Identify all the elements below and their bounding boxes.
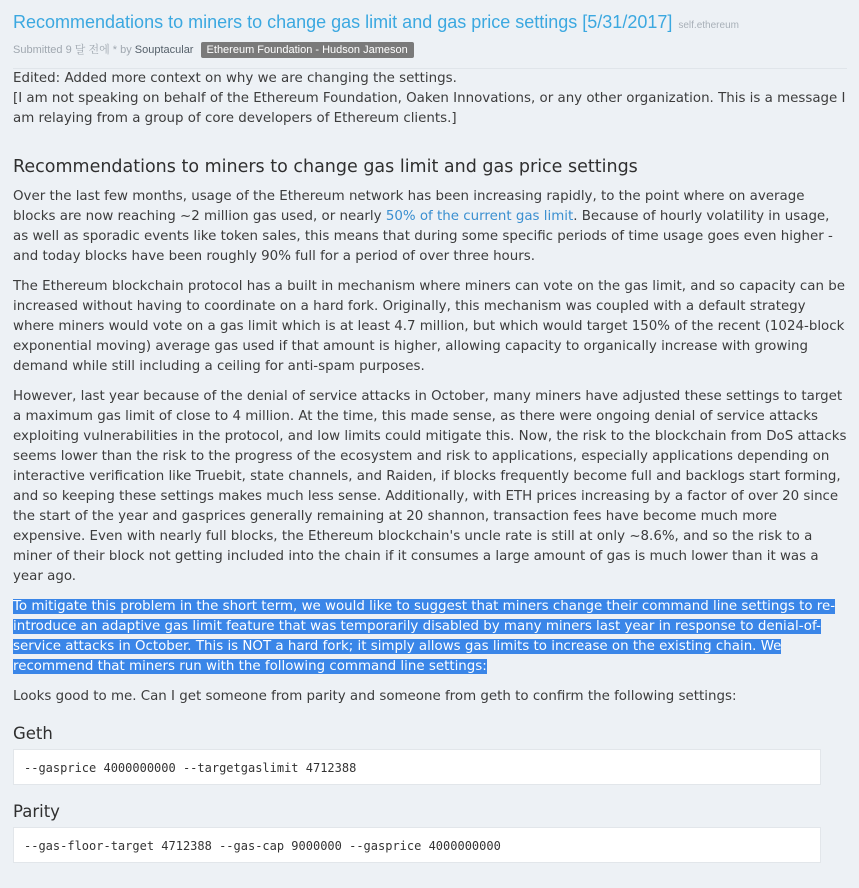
parity-command-code[interactable]: --gas-floor-target 4712388 --gas-cap 9000000 --gasprice 4000000000 xyxy=(13,827,821,863)
paragraph-confirm: Looks good to me. Can I get someone from parity and someone from geth to confirm the following settings: xyxy=(13,689,737,704)
post-title-row xyxy=(13,10,847,38)
edit-note: Edited: Added more context on why we are changing the settings. xyxy=(13,71,457,86)
post-body xyxy=(13,69,847,863)
paragraph-mitigate xyxy=(13,597,847,677)
author-link[interactable]: Souptacular xyxy=(134,44,194,56)
geth-heading: Geth xyxy=(13,724,53,743)
parity-heading: Parity xyxy=(13,802,60,821)
post-tagline xyxy=(13,41,847,58)
paragraph-dos: However, last year because of the denial of service attacks in October, many miners have adjusted these settings to target a maximum gas limit of close to 4 million. At the time, this made sense, as there were ongoing denial of service attacks exploiting vulnerabilities in the protocol, and low limits could mitigate this. Now, the risk to the blockchain from DoS attacks seems lower than the risk to the progress of the ecosystem and risk to applications, especially applications depending on interactive verification like Truebit, state channels, and Raiden, if blocks frequently become full and backlogs start forming, and so keeping these settings makes much less sense. Additionally, with ETH prices increasing by a factor of over 20 since the start of the year and gasprices generally remaining at 20 shannon, transaction fees have become much more expensive. Even with nearly full blocks, the Ethereum blockchain's uncle rate is still at only ~8.6%, and so the risk to a miner of their block not getting included into the chain if it consumes a large amount of gas is much lower than it was a year ago. xyxy=(13,389,847,584)
author-flair: Ethereum Foundation - Hudson Jameson xyxy=(201,42,414,58)
geth-command-code[interactable]: --gasprice 4000000000 --targetgaslimit 4712388 xyxy=(13,749,821,785)
paragraph-mechanism: The Ethereum blockchain protocol has a built in mechanism where miners can vote on the gas limit, and so capacity can be increased without having to coordinate on a hard fork. Originally, this mechanism was coupled with a default strategy where miners would vote on a gas limit which is at least 4.7 million, but which would target 150% of the recent (1024-block exponential moving) average gas used if that amount is higher, allowing capacity to organically increase with growing demand while still including a ceiling for anti-spam purposes. xyxy=(13,279,845,374)
paragraph-usage-text-1: Over the last few months, usage of the Ethereum network has been increasing rapidly, to the point where on average blocks are now reaching ~2 million gas used, or nearly xyxy=(13,189,805,224)
post-domain[interactable]: self.ethereum xyxy=(678,20,739,31)
gas-limit-link[interactable]: 50% of the current gas limit xyxy=(385,209,574,224)
selected-text-highlight[interactable]: To mitigate this problem in the short term, we would like to suggest that miners change their command line settings to re-introduce an adaptive gas limit feature that was temporarily disabled by many miners last year in response to denial-of-service attacks in October. This is NOT a hard fork; it simply allows gas limits to increase on the existing chain. We recommend that miners run with the following command line settings: xyxy=(13,599,836,674)
section-heading: Recommendations to miners to change gas limit and gas price settings xyxy=(13,157,638,177)
submitted-text: Submitted 9 달 전에 * by xyxy=(13,44,132,56)
paragraph-usage xyxy=(13,187,847,267)
disclaimer-paragraph: [I am not speaking on behalf of the Ethereum Foundation, Oaken Innovations, or any other organization. This is a message I am relaying from a group of core developers of Ethereum clients.] xyxy=(13,91,846,126)
paragraph-usage-text-2: . Because of hourly volatility in usage, as well as sporadic events like token sales, this means that during some specific periods of time usage goes even higher - and today blocks have been roughly 90% full for a period of over three hours. xyxy=(13,209,833,264)
post-title-link[interactable]: Recommendations to miners to change gas limit and gas price settings [5/31/2017] xyxy=(13,12,673,32)
